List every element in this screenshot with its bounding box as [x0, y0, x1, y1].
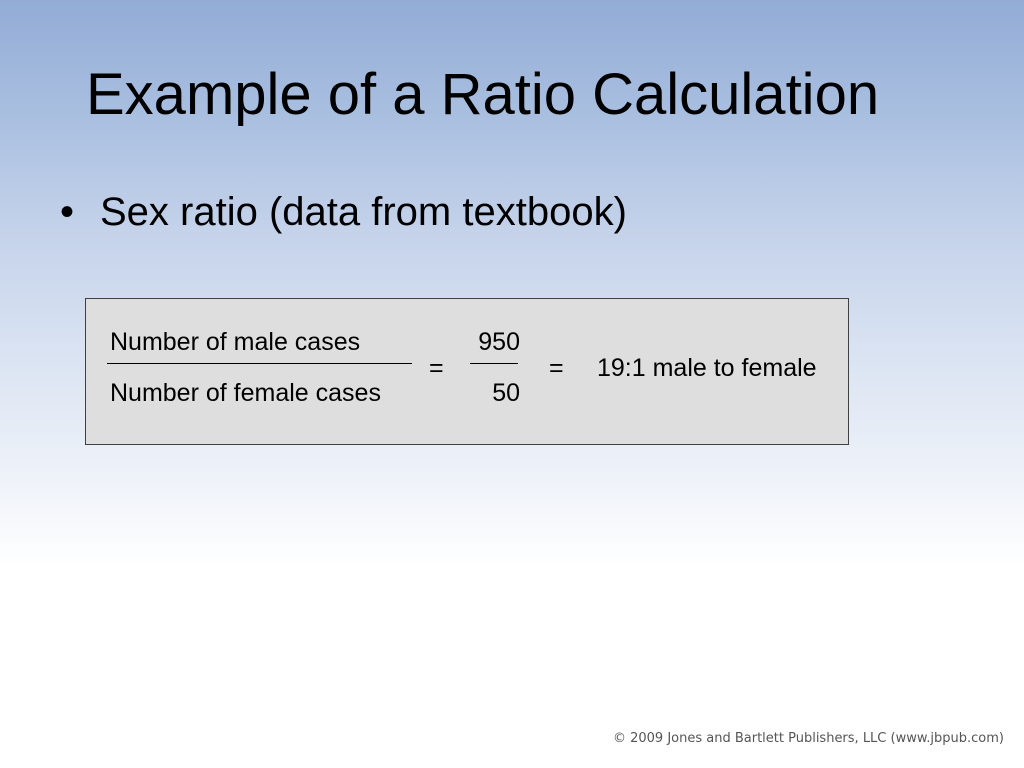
copyright-notice: © 2009 Jones and Bartlett Publishers, LLC (www.jbpub.com): [612, 731, 1004, 746]
ratio-formula-box: [85, 298, 849, 445]
equals-sign-2: =: [549, 354, 564, 382]
label-fraction-bar: [107, 363, 412, 364]
ratio-result: 19:1 male to female: [597, 354, 817, 382]
equals-sign-1: =: [429, 354, 444, 382]
numerator-value: 950: [478, 328, 520, 356]
value-fraction-bar: [470, 363, 518, 364]
numerator-label: Number of male cases: [110, 328, 361, 356]
denominator-label: Number of female cases: [110, 379, 381, 407]
slide-title: Example of a Ratio Calculation: [86, 62, 880, 127]
denominator-value: 50: [492, 379, 520, 407]
bullet-marker: •: [60, 190, 75, 234]
bullet-item: [60, 188, 627, 236]
bullet-text: Sex ratio (data from textbook): [100, 190, 627, 234]
